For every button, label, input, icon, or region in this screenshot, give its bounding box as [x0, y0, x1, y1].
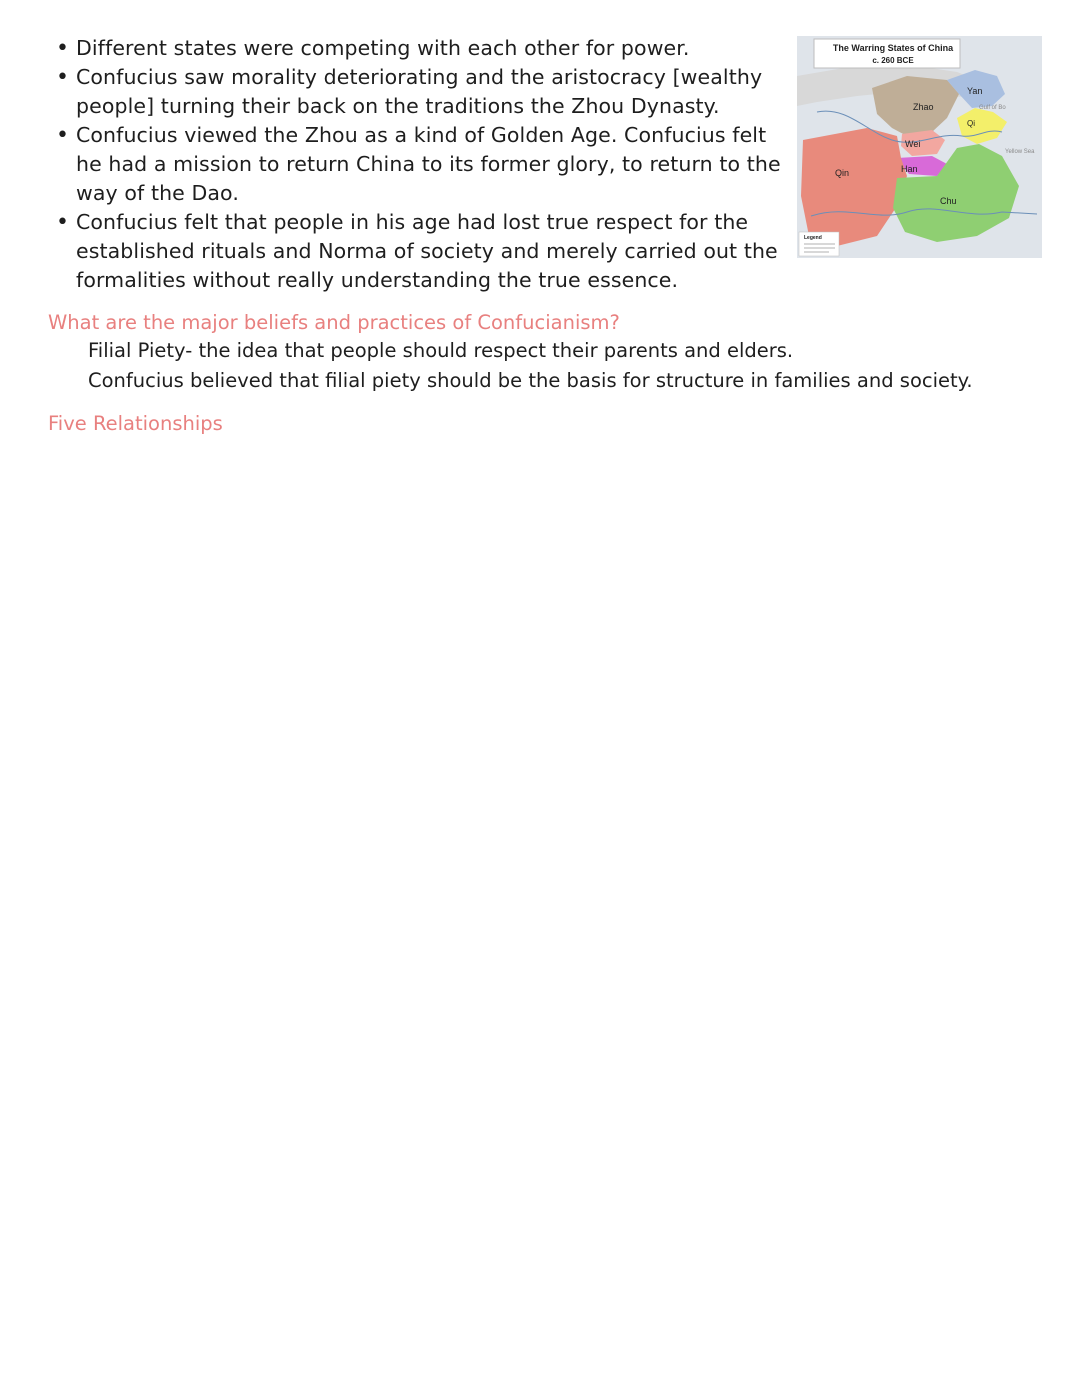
- map-label-qi: Qi: [967, 119, 975, 128]
- map-legend-title: Legend: [804, 235, 822, 241]
- warring-states-map: [797, 36, 1042, 258]
- map-label-qin: Qin: [835, 168, 850, 178]
- answer-line: Filial Piety- the idea that people should respect their parents and elders.: [88, 339, 794, 362]
- map-label-sea: Yellow Sea: [1005, 149, 1035, 155]
- context-bullet-list: [56, 34, 786, 295]
- map-title: The Warring States of China: [832, 43, 954, 53]
- map-label-zhao: Zhao: [913, 102, 934, 112]
- question-heading: What are the major beliefs and practices of Confucianism?: [48, 311, 620, 334]
- answer-line: Confucius believed that filial piety should be the basis for structure in families and society.: [88, 369, 973, 392]
- map-label-gulf: Gulf of Bo: [979, 105, 1006, 111]
- map-label-han: Han: [901, 164, 918, 174]
- map-label-chu: Chu: [940, 196, 957, 206]
- bullet-item: • Confucius viewed the Zhou as a kind of Golden Age. Confucius felt he had a mission to return China to its former glory, to return to the way of the Dao.: [56, 121, 786, 208]
- map-subtitle: c. 260 BCE: [872, 56, 914, 65]
- bullet-item: • Different states were competing with each other for power.: [56, 34, 786, 63]
- section-heading: Five Relationships: [48, 412, 223, 435]
- map-label-wei: Wei: [905, 139, 921, 149]
- bullet-item: • Confucius felt that people in his age had lost true respect for the established rituals and Norma of society and merely carried out the formalities without really understanding the true essence.: [56, 208, 786, 295]
- bullet-item: • Confucius saw morality deteriorating and the aristocracy [wealthy people] turning their back on the traditions the Zhou Dynasty.: [56, 63, 786, 121]
- map-label-yan: Yan: [967, 86, 983, 96]
